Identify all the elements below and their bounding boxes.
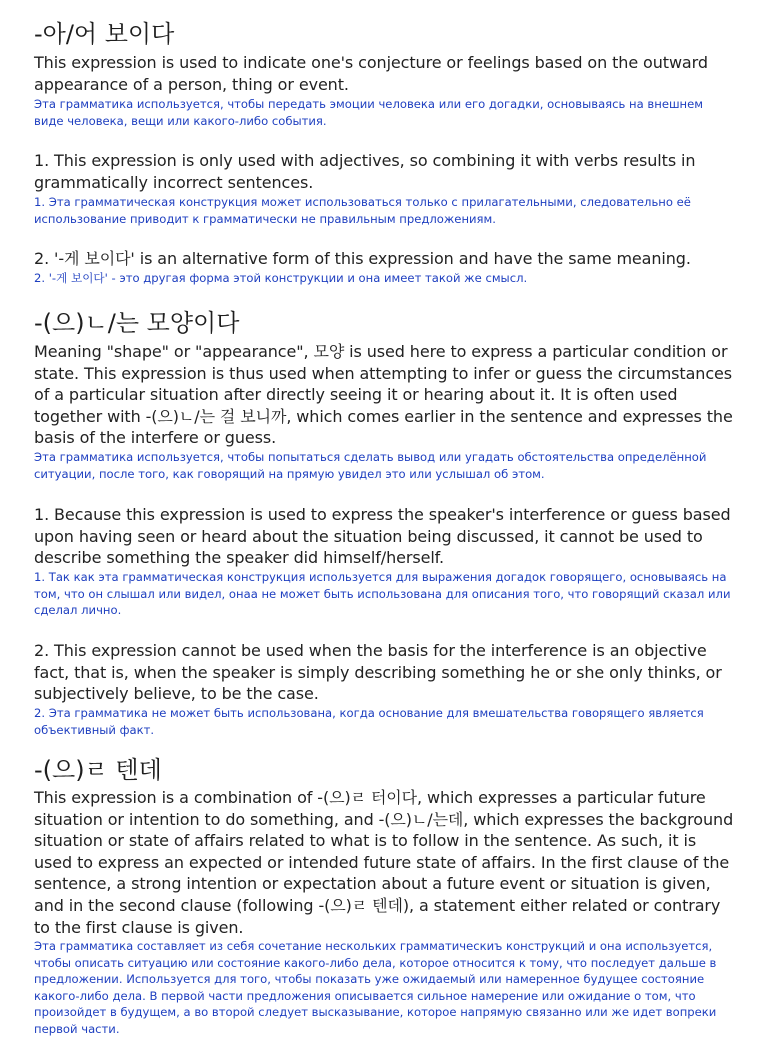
russian-note: 1. Так как эта грамматическая конструкция используется для выражения догадок говорящего, основываясь на том, что он слышал или видел, онаа не может быть использована для описания того, что говорящий сказал или сделал лично. — [34, 570, 731, 617]
english-note: 1. This expression is only used with adjectives, so combining it with verbs results in grammatically incorrect sentences. — [34, 151, 696, 192]
russian-note: 2. '-게 보이다' - это другая форма этой конструкции и она имеет такой же смысл. — [34, 271, 528, 285]
section-heading: -(으)ㄴ/는 모양이다 — [34, 309, 240, 337]
russian-translation: Эта грамматика используется, чтобы попытаться сделать вывод или угадать обстоятельства определённой ситуации, после того, как говорящий на прямую увидел это или услышал об этом. — [34, 450, 707, 481]
section-heading: -아/어 보이다 — [34, 20, 175, 48]
english-paragraph: This expression is used to indicate one's conjecture or feelings based on the outward appearance of a person, thing or event. — [34, 53, 708, 94]
russian-note: 1. Эта грамматическая конструкция может использоваться только с прилагательными, следовательно её использование приводит к грамматически не правильным предложениям. — [34, 195, 691, 226]
english-note: 1. Because this expression is used to express the speaker's interference or guess based upon having seen or heard about the situation being discussed, it cannot be used to describe something the speaker did himself/herself. — [34, 505, 731, 568]
english-paragraph: This expression is a combination of -(으)ㄹ 터이다, which expresses a particular future situation or intention to do something, and -(으)ㄴ/는데, which expresses the background situation or state of affairs related to what is to follow in the sentence. As such, it is used to express an expected or intended future state of affairs. In the first clause of the sentence, a strong intention or expectation about a future event or situation is given, and in the second clause (following -(으)ㄹ 텐데), a statement either related or contrary to the first clause is given. — [34, 788, 734, 937]
english-paragraph: Meaning "shape" or "appearance", 모양 is used here to express a particular condition or state. This expression is thus used when attempting to infer or guess the circumstances of a particular situation after directly seeing it or hearing about it. It is often used together with -(으)ㄴ/는 걸 보니까, which comes earlier in the sentence and expresses the basis of the interfere or guess. — [34, 342, 733, 448]
english-note: 2. This expression cannot be used when the basis for the interference is an objective fact, that is, when the speaker is simply describing something he or she only thinks, or subjectively believe, to be the case. — [34, 641, 722, 704]
russian-translation: Эта грамматика используется, чтобы передать эмоции человека или его догадки, основываясь на внешнем виде человека, вещи или какого-либо события. — [34, 97, 704, 128]
russian-note: 2. Эта грамматика не может быть использована, когда основание для вмешательства говорящего является объективный факт. — [34, 706, 704, 737]
russian-translation: Эта грамматика составляет из себя сочетание нескольких грамматическиъ конструкций и она используется, чтобы описать ситуацию или состояние какого-либо дела, которое относится к тому, что последует дальше в предложении. Используется для того, чтобы показать уже ожидаемый или намеренное будущее состояние какого-либо дела. В первой части предложения описывается сильное намерение или ожидание о том, что произойдет в будущем, а во второй следует высказывание, которое напрямую связанно или же идет вопреки первой части. — [34, 939, 717, 1036]
english-note: 2. '-게 보이다' is an alternative form of this expression and have the same meaning. — [34, 249, 691, 268]
section-heading: -(으)ㄹ 텐데 — [34, 756, 162, 784]
